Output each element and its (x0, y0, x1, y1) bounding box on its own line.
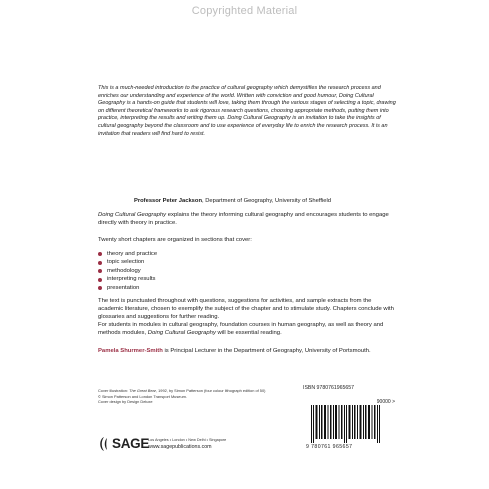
price-code: 90000 > (376, 399, 395, 405)
bullet-icon (98, 269, 102, 273)
punctuated-paragraph: The text is punctuated throughout with questions, suggestions for activities, and sample extracts from the academic literature, chosen to exemplify the subject of the chapter and to stimulate study. Chapters conclude with glossaries and suggestions for further reading. (98, 298, 394, 320)
copyright-watermark: Copyrighted Material (191, 5, 298, 17)
review-quote: This is a much-needed introduction to the practice of cultural geography which demystifies the research process and enriches our understanding and experience of the world. Written with conviction and good humour, Doing Cultural Geography is a hands-on guide that students will love, taking them through the various stages of selecting a topic, drawing on different theoretical frameworks to ask rigorous research questions, choosing appropriate methods, putting them into practice, interpreting the results and writing them up. Doing Cultural Geography is an invitation to take the insights of cultural geography beyond the classroom and to use experience of everyday life to enrich the research process. It is an invitation that readers will find hard to resist. (98, 85, 396, 137)
list-item: presentation (98, 284, 298, 292)
sage-wordmark: SAGE (112, 436, 150, 451)
cover-credits (98, 388, 278, 405)
sections-intro: Twenty short chapters are organized in sections that cover: (98, 237, 252, 243)
barcode-block (303, 385, 395, 455)
review-attribution (134, 198, 464, 204)
copyright-credit: © Simon Patterson and London Transport Museum. (98, 393, 187, 399)
reviewer-name: Professor Peter Jackson (134, 198, 202, 204)
bullet-icon (98, 286, 102, 290)
list-item: interpreting results (98, 275, 298, 283)
isbn-label: ISBN 9780761965657 (303, 385, 355, 391)
author-paragraph (98, 348, 398, 356)
intro-book-title: Doing Cultural Geography (98, 212, 167, 218)
barcode-digits: 9 780761 965657 (306, 444, 353, 450)
intro-paragraph (98, 212, 398, 228)
list-item: methodology (98, 267, 298, 275)
publisher-website: www.sagepublications.com (148, 444, 212, 450)
list-item: theory and practice (98, 250, 298, 258)
list-item: topic selection (98, 258, 298, 266)
barcode-icon (311, 405, 381, 443)
students-book-title: Doing Cultural Geography (147, 329, 216, 336)
publisher-cities: Los Angeles • London • New Delhi • Singapore (148, 438, 227, 442)
intro-text: explains the theory informing cultural geography and encourages students to engage directly with theory in practice. (98, 212, 389, 226)
publisher-block (98, 435, 298, 457)
students-paragraph: For students in modules in cultural geography, foundation courses in human geography, as well as theory and methods modules, Doing Cultural Geography will be essential reading. (98, 322, 384, 336)
design-credit: Cover design by Design Deluxe (98, 399, 153, 405)
author-bio: is Principal Lecturer in the Department of Geography, University of Portsmouth. (162, 348, 371, 354)
bullet-icon (98, 252, 102, 256)
reviewer-affiliation: , Department of Geography, University of Sheffield (202, 198, 331, 204)
cover-illustration-credit: Cover illustration: The Great Bear, 1992, by Simon Patterson (four colour lithograph edition of 50) (98, 388, 266, 393)
bullet-icon (98, 278, 102, 282)
bullet-icon (98, 261, 102, 265)
author-name: Pamela Shurmer-Smith (98, 348, 163, 354)
sections-list (98, 250, 298, 292)
